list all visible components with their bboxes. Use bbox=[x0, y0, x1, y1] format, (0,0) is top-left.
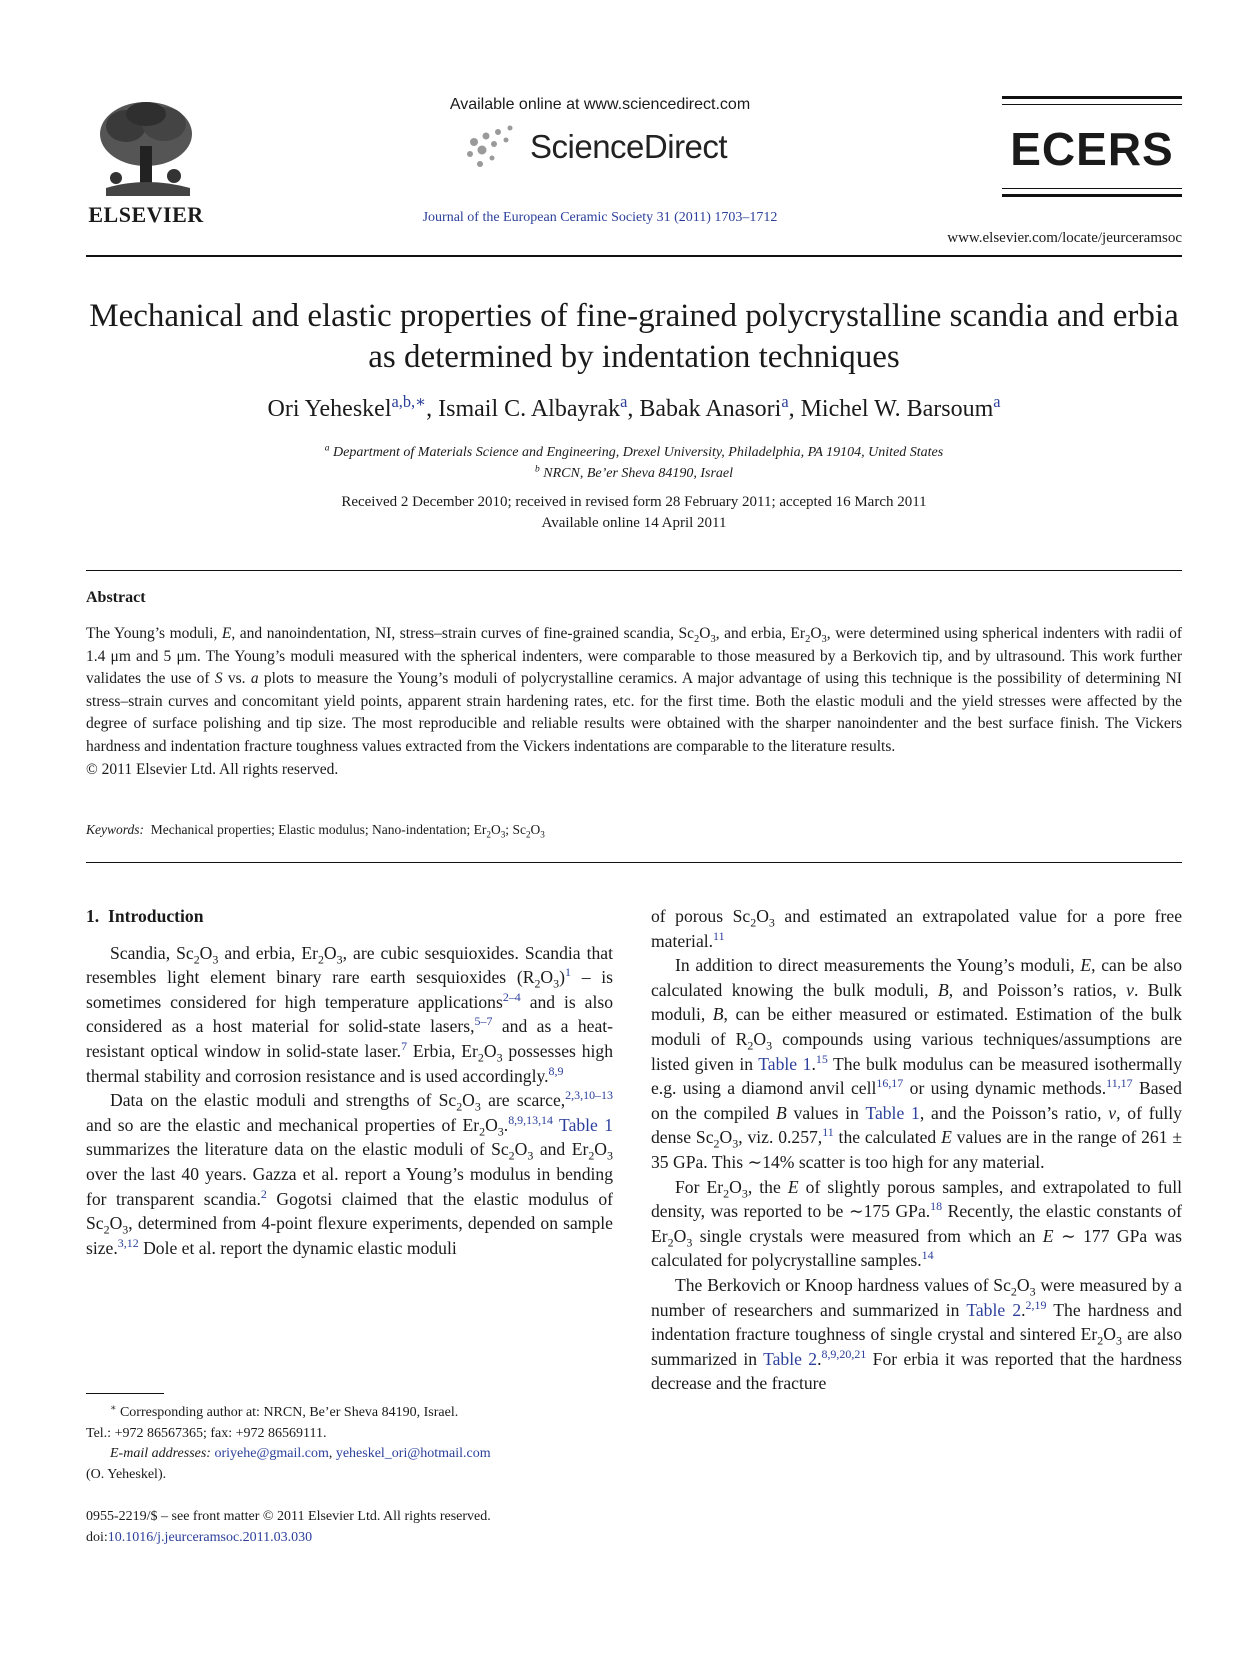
article-dates bbox=[86, 492, 1182, 534]
ecers-wordmark: ECERS bbox=[1010, 123, 1174, 175]
keyword: $Sc_2O_3$ bbox=[512, 822, 545, 840]
abstract-top-divider bbox=[86, 570, 1182, 571]
keyword: Nano-indentation bbox=[371, 822, 467, 837]
email-link[interactable]: yeheskel_ori@hotmail.com bbox=[335, 1446, 491, 1461]
article-title: Mechanical and elastic properties of fine-grained polycrystalline scandia and erbia as determined by indentation techniques bbox=[89, 298, 1179, 375]
email-owner: (O. Yeheskel). bbox=[86, 1466, 167, 1482]
footnotes bbox=[86, 1403, 613, 1485]
affiliation-b: $^b$ NRCN, Be’er Sheva 84190, Israel bbox=[534, 464, 733, 481]
journal-url[interactable]: www.elsevier.com/locate/jeurceramsoc bbox=[947, 230, 1182, 246]
section-heading: 1. Introduction bbox=[86, 906, 204, 926]
left-column bbox=[86, 904, 613, 1260]
email-addresses: E-mail addresses: oriyehe@gmail.com, yeheskel_ori@hotmail.com bbox=[110, 1446, 491, 1461]
keywords-label: Keywords: bbox=[86, 822, 144, 837]
author-name: Michel W. Barsoum bbox=[800, 396, 994, 422]
author-marks[interactable]: a bbox=[993, 392, 1001, 411]
journal-citation-link[interactable]: Journal of the European Ceramic Society 31 (2011) 1703–1712 bbox=[422, 210, 778, 225]
paragraph: In addition to direct measurements the Young’s moduli, E, can be also calculated knowing the bulk moduli, B, and Poisson’s ratios, ν. Bulk moduli, B, can be either measured or estimated. Estimation of the bulk moduli of $R_2O_3$ compounds using various techniques/assumptions are listed given in Table 1.15 The bulk modulus can be measured isothermally e.g. using a diamond anvil cell$^{16,17}$ or using dynamic methods.$^{11,17}$ Based on the compiled B values in Table 1, and the Poisson’s ratio, ν, of fully dense $Sc_2O_3$, viz. 0.257,11 the calculated E values are in the range of 261 ± 35 GPa. This ∼14% scatter is too high for any material. bbox=[651, 955, 1182, 1172]
abstract-copyright: © 2011 Elsevier Ltd. All rights reserved. bbox=[86, 760, 339, 778]
right-column bbox=[651, 904, 1182, 1396]
paragraph: Data on the elastic moduli and strengths of $Sc_2O_3$ are scarce,$^{2,3,10-13}$ and so are the elastic and mechanical properties of $Er_2O_3.^{8,9,13,14}$ Table 1 summarizes the literature data on the elastic moduli of $Sc_2O_3$ and $Er_2O_3$ over the last 40 years. Gazza et al. report a Young’s modulus in bending for transparent scandia.$^2$ Gogotsi claimed that the elastic modulus of $Sc_2O_3$, determined from 4-point flexure experiments, depended on sample size.$^{3,12}$ Dole et al. report the dynamic elastic moduli bbox=[86, 1088, 613, 1258]
ecers-journal-logo bbox=[1002, 96, 1182, 216]
sciencedirect-wordmark: ScienceDirect bbox=[530, 128, 728, 165]
affiliations bbox=[86, 442, 1182, 484]
keyword: Mechanical properties bbox=[150, 822, 272, 837]
available-online-text[interactable]: Available online at www.sciencedirect.com bbox=[449, 96, 751, 113]
affiliation-a: $^a$ Department of Materials Science and Engineering, Drexel University, Philadelphia, PA 19104, United States bbox=[324, 443, 944, 460]
elsevier-wordmark: ELSEVIER bbox=[88, 202, 204, 227]
paragraph: Scandia, $Sc_2O_3$ and erbia, $Er_2O_3$, are cubic sesquioxides. Scandia that resembles light element binary rare earth sesquioxides $(R_2O_3)^1$ – is sometimes considered for high temperature applications$^{2-4}$ and is also considered as a host material for solid-state lasers,$^{5-7}$ and as a heat-resistant optical window in solid-state laser.$^7$ Erbia, $Er_2O_3$ possesses high thermal stability and corrosion resistance and is used accordingly.$^{8,9}$ bbox=[86, 942, 614, 1086]
abstract-text: The Young’s moduli, E, and nanoindentation, NI, stress–strain curves of fine-grained scandia, $Sc_2O_3$, and erbia, $Er_2O_3$, were determined using spherical indenters with radii of 1.4 μm and 5 μm. The Young’s moduli measured with the spherical indenters, were comparable to those measured by a Berkovich tip, and by ultrasound. This work further validates the use of S vs. a plots to measure the Young’s moduli of polycrystalline ceramics. A major advantage of using this technique is the possibility of determining NI stress–strain curves and concomitant yield points, apparent strain hardening rates, etc. for the first time. Both the elastic moduli and the yield stresses were affected by the degree of surface polishing and tip size. The most reproducible and reliable results were obtained with the sharper nanoindenter and the best surface finish. The Vickers hardness and indentation fracture toughness values extracted from the Vickers indentations are comparable to the literature results. © 2011 Elsevier Ltd. All rights reserved. bbox=[86, 623, 1182, 781]
contact-numbers: Tel.: +972 86567365; fax: +972 86569111. bbox=[86, 1425, 327, 1441]
footnote-divider bbox=[86, 1393, 164, 1394]
author-name: Babak Anasori bbox=[639, 396, 782, 422]
keyword: Elastic modulus bbox=[278, 822, 365, 837]
abstract-heading: Abstract bbox=[86, 589, 146, 606]
author-list: Ori Yeheskel$^{a,b,∗}$, Ismail C. Albayrak$^a$, Babak Anasori$^a$, Michel W. Barsoum$^a$ bbox=[267, 392, 1001, 422]
doi-link[interactable]: 10.1016/j.jeurceramsoc.2011.03.030 bbox=[107, 1529, 313, 1545]
author-marks[interactable]: a bbox=[781, 392, 789, 411]
author-name: Ismail C. Albayrak bbox=[438, 396, 621, 422]
header-divider bbox=[86, 255, 1182, 257]
corresponding-author-note: ∗ Corresponding author at: NRCN, Be’er Sheva 84190, Israel. bbox=[110, 1403, 459, 1420]
paragraph: of porous $Sc_2O_3$ and estimated an extrapolated value for a pore free material.$^{11}$ bbox=[651, 906, 1182, 951]
keywords: Keywords: Mechanical properties; Elastic modulus; Nano-indentation; $Er_2O_3$; $Sc_2O_3$ bbox=[86, 822, 545, 840]
front-matter bbox=[86, 1507, 613, 1548]
issn-line: 0955-2219/$ – see front matter © 2011 Elsevier Ltd. All rights reserved. bbox=[86, 1509, 491, 1524]
keyword: $Er_2O_3$ bbox=[473, 822, 506, 840]
author-name: Ori Yeheskel bbox=[267, 396, 392, 422]
email-link[interactable]: oriyehe@gmail.com bbox=[214, 1446, 329, 1461]
paragraph: The Berkovich or Knoop hardness values of $Sc_2O_3$ were measured by a number of researchers and summarized in Table 2.$^{2,19}$ The hardness and indentation fracture toughness of single crystal and sintered $Er_2O_3$ are also summarized in Table 2.$^{8,9,20,21}$ For erbia it was reported that the hardness decrease and the fracture bbox=[651, 1274, 1182, 1394]
author-marks[interactable]: a,b,∗ bbox=[391, 392, 427, 411]
available-online-date: Available online 14 April 2011 bbox=[541, 515, 727, 531]
received-dates: Received 2 December 2010; received in revised form 28 February 2011; accepted 16 March 2011 bbox=[341, 494, 927, 510]
author-marks[interactable]: a bbox=[620, 392, 628, 411]
abstract-bottom-divider bbox=[86, 862, 1182, 863]
doi-line: doi:10.1016/j.jeurceramsoc.2011.03.030 bbox=[86, 1529, 313, 1545]
paragraph: For $Er_2O_3$, the E of slightly porous samples, and extrapolated to full density, was reported to be ∼175 GPa.$^{18}$ Recently, the elastic constants of $Er_2O_3$ single crystals were measured from which an E ∼ 177 GPa was calculated for polycrystalline samples.$^{14}$ bbox=[651, 1176, 1183, 1271]
